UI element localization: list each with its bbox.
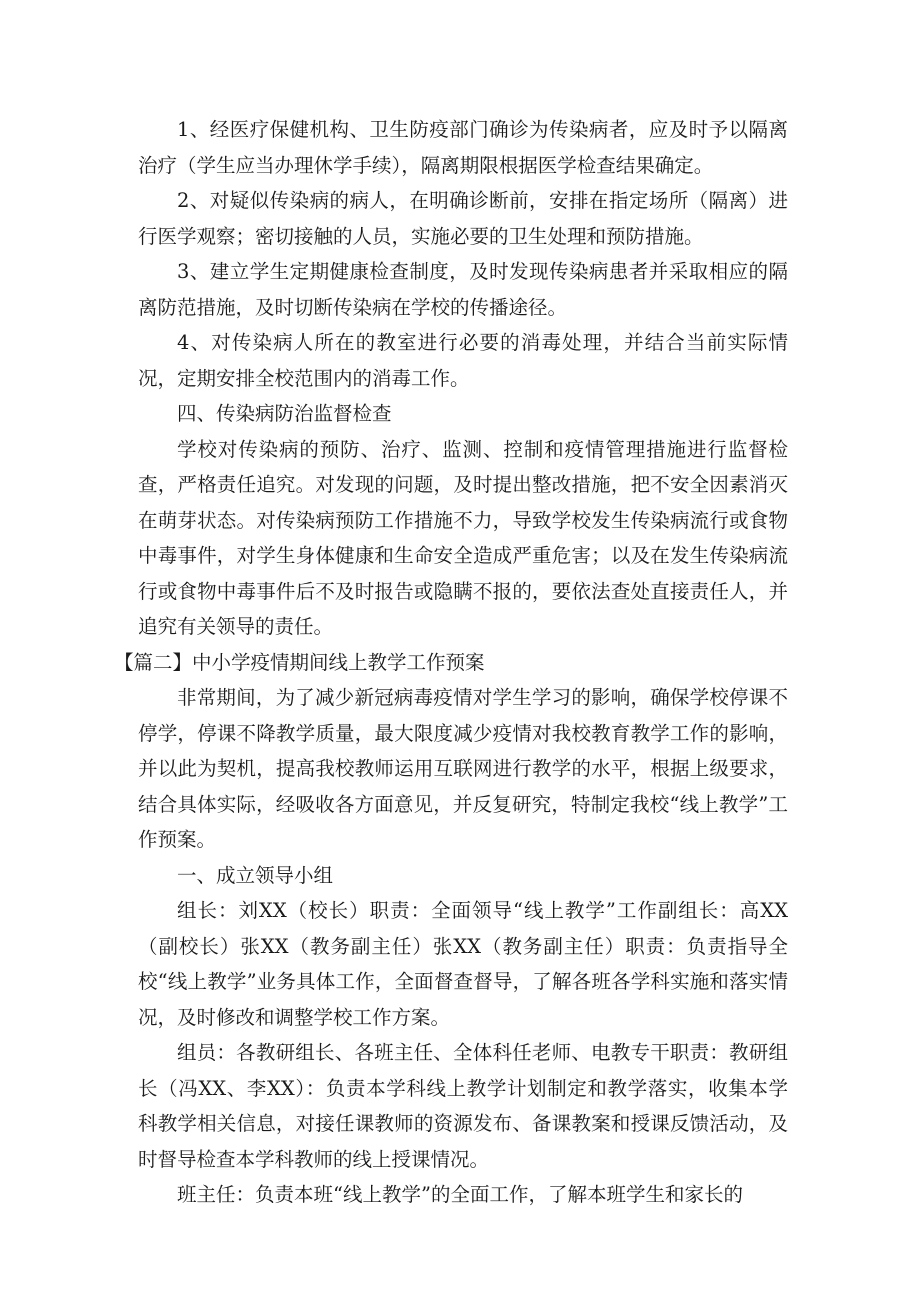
heading-supervision: 四、传染病防治监督检查	[177, 402, 392, 425]
paragraph-health-checks: 3、建立学生定期健康检查制度，及时发现传染病患者并采取相应的隔离防范措施，及时切断传染病在学校的传播途径。	[138, 260, 788, 319]
paragraph-group-leaders: 组长：刘XX（校长）职责：全面领导“线上教学”工作副组长：高XX（副校长）张XX（教务副主任）张XX（教务副主任）职责：负责指导全校“线上教学”业务具体工作，全面督查督导，了解各班各学科实施和落实情况，及时修改和调整学校工作方案。	[138, 899, 788, 1029]
paragraph-class-teacher: 班主任：负责本班“线上教学”的全面工作，了解本班学生和家长的	[177, 1183, 743, 1206]
section-title-part-two: 【篇二】中小学疫情期间线上教学工作预案	[114, 650, 485, 674]
document-body	[114, 112, 788, 1213]
paragraph-group-members: 组员：各教研组长、各班主任、全体科任老师、电教专干职责：教研组长（冯XX、李XX）：负责本学科线上教学计划制定和教学落实，收集本学科教学相关信息，对接任课教师的资源发布、备课教案和授课反馈活动，及时督导检查本学科教师的线上授课情况。	[138, 1041, 788, 1171]
paragraph-isolation-treatment: 1、经医疗保健机构、卫生防疫部门确诊为传染病者，应及时予以隔离治疗（学生应当办理休学手续），隔离期限根据医学检查结果确定。	[138, 118, 788, 177]
heading-leadership-group: 一、成立领导小组	[177, 863, 334, 887]
paragraph-supervision-details: 学校对传染病的预防、治疗、监测、控制和疫情管理措施进行监督检查，严格责任追究。对发现的问题，及时提出整改措施，把不安全因素消灭在萌芽状态。对传染病预防工作措施不力，导致学校发生传染病流行或食物中毒事件，对学生身体健康和生命安全造成严重危害；以及在发生传染病流行或食物中毒事件后不及时报告或隐瞒不报的，要依法查处直接责任人，并追究有关领导的责任。	[138, 437, 788, 638]
paragraph-disinfection: 4、对传染病人所在的教室进行必要的消毒处理，并结合当前实际情况，定期安排全校范围内的消毒工作。	[138, 331, 788, 390]
paragraph-online-teaching-intro: 非常期间，为了减少新冠病毒疫情对学生学习的影响，确保学校停课不停学，停课不降教学质量，最大限度减少疫情对我校教育教学工作的影响，并以此为契机，提高我校教师运用互联网进行教学的水平，根据上级要求，结合具体实际，经吸收各方面意见，并反复研究，特制定我校“线上教学”工作预案。	[138, 686, 788, 851]
paragraph-suspected-cases: 2、对疑似传染病的病人，在明确诊断前，安排在指定场所（隔离）进行医学观察；密切接触的人员，实施必要的卫生处理和预防措施。	[138, 189, 788, 248]
